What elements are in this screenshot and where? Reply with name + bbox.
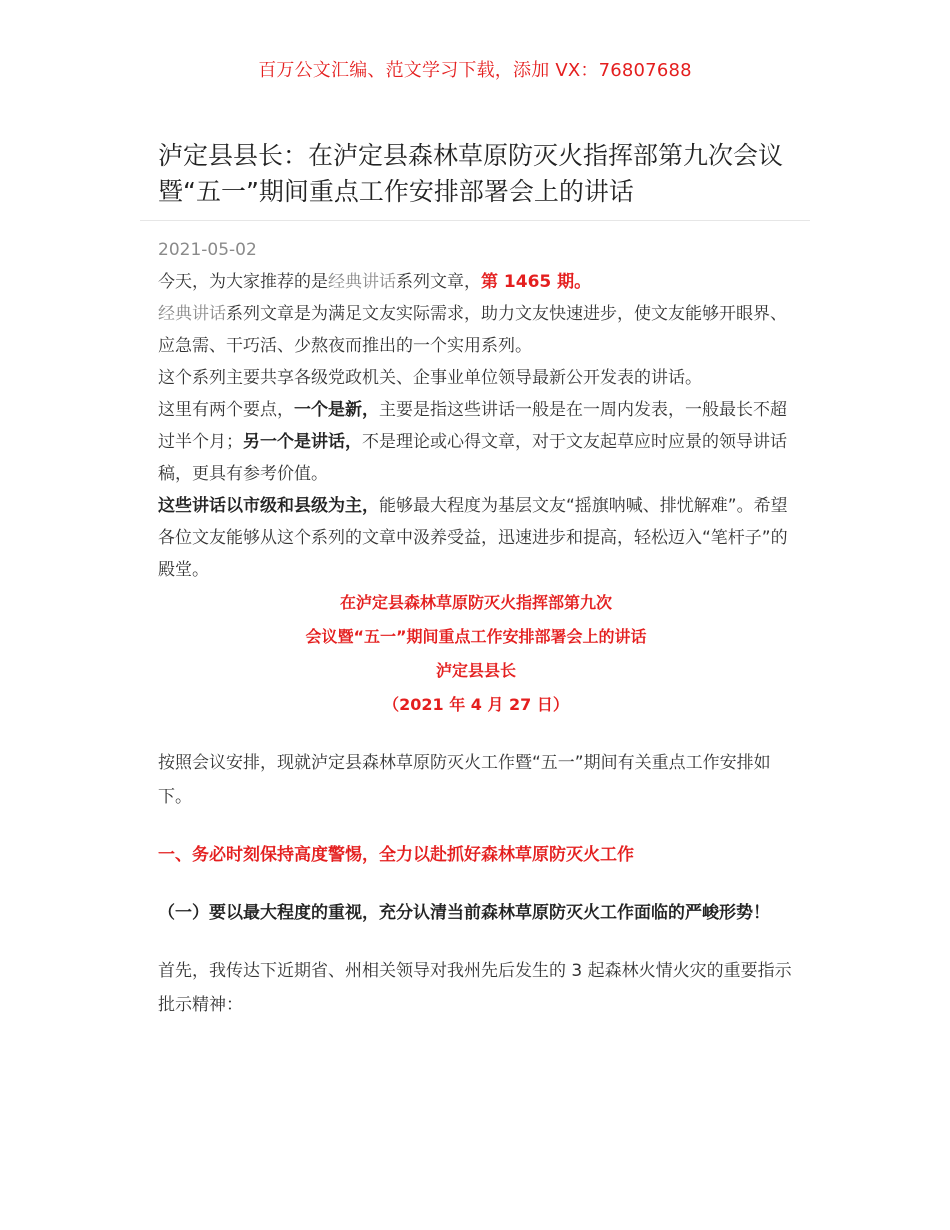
intro-text: 系列文章是为满足文友实际需求，助力文友快速进步，使文友能够开眼界、应急需、干巧活、少熬夜而推出的一个实用系列。	[158, 304, 787, 356]
series-name: 经典讲话	[328, 272, 396, 292]
spacer	[158, 872, 794, 896]
spacer	[158, 722, 794, 746]
spacer	[158, 930, 794, 954]
article-body	[158, 238, 794, 1022]
intro-text: 能够最大程度为基层文友“摇旗呐喊、排忧解难”。希望各位文友能够从这个系列的文章中汲养受益，迅速进步和提高，轻松迈入“笔杆子”的殿堂。	[158, 496, 788, 580]
speech-heading-line-2: 会议暨“五一”期间重点工作安排部署会上的讲话	[305, 627, 647, 646]
intro-text: 不是理论或心得文章，对于文友起草应时应景的领导讲话稿，更具有参考价值。	[158, 432, 787, 484]
series-name: 经典讲话	[158, 304, 226, 324]
key-point-level: 这些讲话以市级和县级为主，	[158, 496, 379, 516]
section-heading-1: 一、务必时刻保持高度警惕，全力以赴抓好森林草原防灭火工作	[158, 845, 634, 865]
key-point-speech: 另一个是讲话，	[243, 432, 362, 452]
title-divider	[140, 220, 810, 221]
promo-banner: 百万公文汇编、范文学习下载，添加 VX：76807688	[258, 60, 692, 81]
intro-paragraph-4	[158, 394, 794, 490]
intro-paragraph-5	[158, 490, 794, 586]
intro-paragraph-1	[158, 266, 794, 298]
intro-text: 今天，为大家推荐的是	[158, 272, 328, 292]
publish-date: 2021-05-02	[158, 240, 257, 260]
intro-paragraph-3: 这个系列主要共享各级党政机关、企事业单位领导最新公开发表的讲话。	[158, 368, 702, 388]
spacer	[158, 814, 794, 838]
speech-date: （2021 年 4 月 27 日）	[383, 695, 569, 714]
subsection-heading-1: （一）要以最大程度的重视，充分认清当前森林草原防灭火工作面临的严峻形势！	[158, 903, 770, 923]
speech-paragraph-1: 首先，我传达下近期省、州相关领导对我州先后发生的 3 起森林火情火灾的重要指示批示精神：	[158, 961, 792, 1015]
key-point-new: 一个是新，	[294, 400, 379, 420]
intro-paragraph-2	[158, 298, 794, 362]
speech-speaker: 泸定县县长	[435, 661, 516, 680]
intro-text: 系列文章，	[396, 272, 481, 292]
intro-text: 这里有两个要点，	[158, 400, 294, 420]
issue-number: 第 1465 期。	[481, 272, 592, 292]
intro-text: 主要是指这些讲话一般是在一周内发表，一般最长不超过半个月；	[158, 400, 787, 452]
article-title: 泸定县县长：在泸定县森林草原防灭火指挥部第九次会议暨“五一”期间重点工作安排部署会上的讲话	[158, 141, 784, 206]
speech-opening: 按照会议安排，现就泸定县森林草原防灭火工作暨“五一”期间有关重点工作安排如下。	[158, 753, 771, 807]
speech-heading-line-1: 在泸定县森林草原防灭火指挥部第九次	[339, 593, 612, 612]
